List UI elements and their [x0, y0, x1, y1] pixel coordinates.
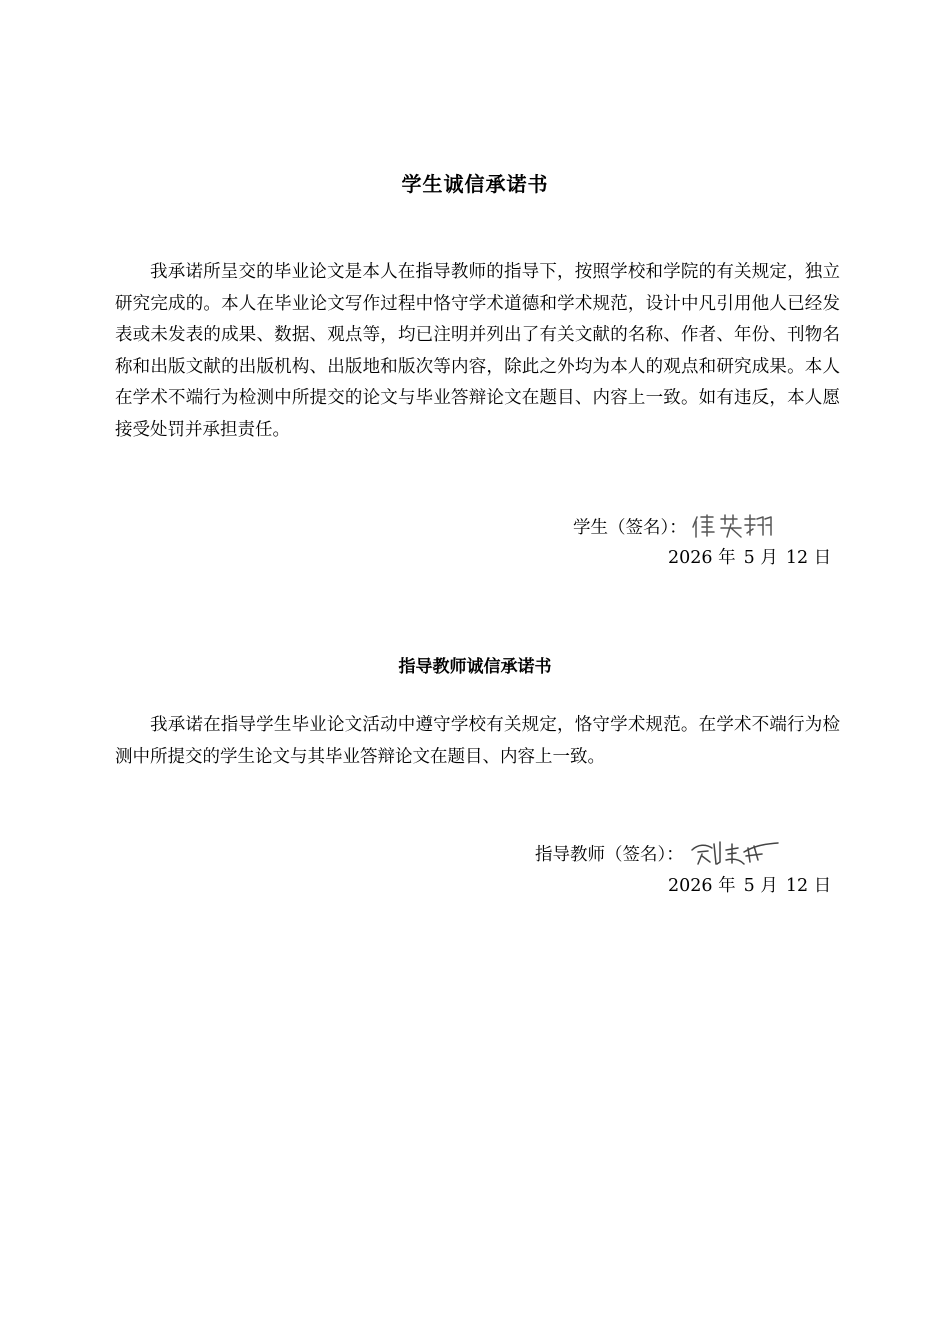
- teacher-date-month-unit: 月: [760, 876, 778, 896]
- teacher-signing-date: [668, 872, 831, 897]
- student-pledge-title: 学生诚信承诺书: [401, 172, 549, 196]
- student-date-day: 12: [785, 548, 809, 568]
- teacher-date-day: 12: [785, 876, 809, 896]
- teacher-signature-label: 指导教师（签名）：: [535, 844, 684, 865]
- student-date-month: 5: [743, 548, 755, 568]
- student-signature-label: 学生（签名）：: [573, 517, 687, 538]
- student-date-month-unit: 月: [760, 548, 778, 568]
- student-date-day-unit: 日: [813, 548, 832, 568]
- student-date-year-unit: 年: [718, 548, 736, 568]
- student-signing-date: [668, 544, 831, 569]
- student-handwritten-signature: [691, 511, 775, 541]
- teacher-date-day-unit: 日: [813, 876, 832, 896]
- teacher-date-year-unit: 年: [718, 876, 736, 896]
- teacher-handwritten-signature: [688, 838, 784, 868]
- teacher-pledge-title: 指导教师诚信承诺书: [398, 657, 552, 677]
- student-signature-line: [573, 511, 775, 541]
- teacher-date-month: 5: [743, 876, 755, 896]
- teacher-signature-line: [535, 838, 784, 868]
- student-pledge-body: 我承诺所呈交的毕业论文是本人在指导教师的指导下，按照学校和学院的有关规定，独立研究完成的。本人在毕业论文写作过程中恪守学术道德和学术规范，设计中凡引用他人已经发表或未发表的成果、数据、观点等，均已注明并列出了有关文献的名称、作者、年份、刊物名称和出版文献的出版机构、出版地和版次等内容，除此之外均为本人的观点和研究成果。本人在学术不端行为检测中所提交的论文与毕业答辩论文在题目、内容上一致。如有违反，本人愿接受处罚并承担责任。: [115, 262, 840, 440]
- teacher-pledge-body: 我承诺在指导学生毕业论文活动中遵守学校有关规定，恪守学术规范。在学术不端行为检测中所提交的学生论文与其毕业答辩论文在题目、内容上一致。: [115, 715, 840, 767]
- student-date-year: 2026: [668, 548, 713, 568]
- teacher-date-year: 2026: [668, 876, 713, 896]
